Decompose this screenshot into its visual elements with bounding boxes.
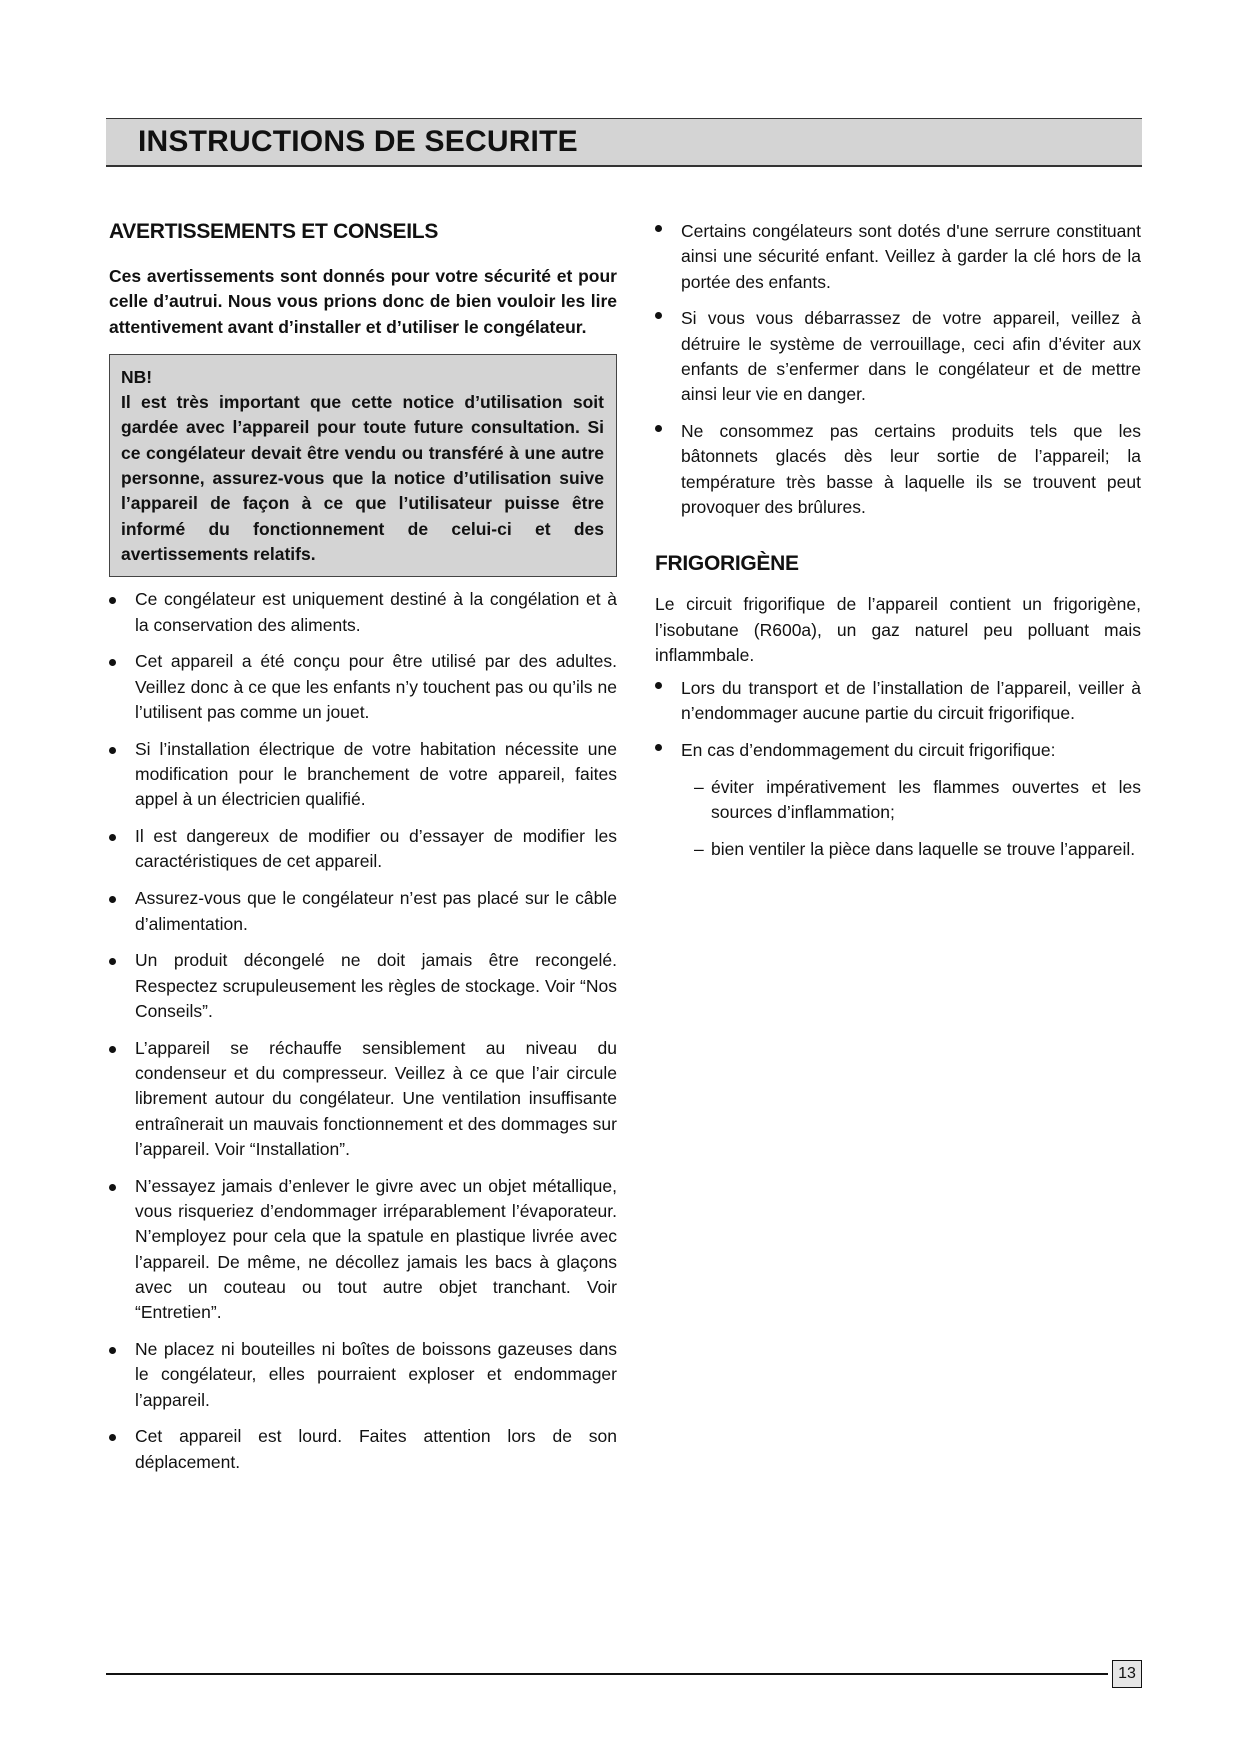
dash-icon: – xyxy=(694,839,704,860)
refrigerant-list xyxy=(655,676,1141,763)
left-column xyxy=(109,220,617,1486)
bullet-icon xyxy=(655,682,662,689)
list-item xyxy=(109,587,617,638)
list-item-text: L’appareil se réchauffe sensiblement au niveau du condenseur et du compresseur. Veillez à ce que l’air circule librement autour du congélateur. Une ventilation insuffisante entraînerait un mauvais fonctionnement et des dommages sur l’appareil. Voir “Installation”. xyxy=(135,1037,617,1159)
warnings-heading: AVERTISSEMENTS ET CONSEILS xyxy=(109,220,439,243)
list-item-text: Lors du transport et de l’installation de l’appareil, veiller à n’endommager aucune partie du circuit frigorifique. xyxy=(681,678,1141,724)
list-item xyxy=(109,737,617,813)
page-number: 13 xyxy=(1112,1660,1142,1688)
page-title: INSTRUCTIONS DE SECURITE xyxy=(138,125,578,158)
child-safety-list xyxy=(655,219,1141,520)
bullet-icon xyxy=(109,1184,116,1191)
list-item xyxy=(655,306,1141,407)
list-item-text: En cas d’endommagement du circuit frigorifique: xyxy=(681,740,1056,761)
bullet-icon xyxy=(655,744,662,751)
list-item-text: Assurez-vous que le congélateur n’est pas placé sur le câble d’alimentation. xyxy=(135,888,617,934)
bullet-icon xyxy=(109,958,116,965)
list-item-text: Si vous vous débarrassez de votre appareil, veillez à détruire le système de verrouillage, ceci afin d’éviter aux enfants de s’enfermer dans le congélateur et de mettre ainsi leur vie en danger. xyxy=(681,308,1141,405)
bullet-icon xyxy=(655,312,662,319)
bullet-icon xyxy=(109,1434,116,1441)
list-item xyxy=(109,1337,617,1413)
bullet-icon xyxy=(655,225,662,232)
list-item xyxy=(655,738,1141,763)
list-item xyxy=(655,676,1141,727)
list-item xyxy=(655,419,1141,520)
list-item xyxy=(109,824,617,875)
list-item xyxy=(682,837,1141,862)
nb-text: Il est très important que cette notice d’utilisation soit gardée avec l’appareil pour toute future consultation. Si ce congélateur devait être vendu ou transféré à une autre personne, assurez-vous que la notice d’utilisation suive l’appareil de façon à ce que l’utilisateur puisse être informé du fonctionnement de celui-ci et des avertissements relatifs. xyxy=(121,392,604,564)
dash-icon: – xyxy=(694,777,704,798)
bullet-icon xyxy=(109,747,116,754)
list-item-text: Certains congélateurs sont dotés d'une serrure constituant ainsi une sécurité enfant. Veillez à garder la clé hors de la portée des enfants. xyxy=(681,221,1141,292)
warnings-list xyxy=(109,587,617,1475)
list-item xyxy=(109,1174,617,1326)
list-item xyxy=(109,1424,617,1475)
bullet-icon xyxy=(109,659,116,666)
list-item-text: Ne consommez pas certains produits tels que les bâtonnets glacés dès leur sortie de l’appareil; la température très basse à laquelle ils se trouvent peut provoquer des brûlures. xyxy=(681,421,1141,517)
warnings-intro: Ces avertissements sont donnés pour votre sécurité et pour celle d’autrui. Nous vous prions donc de bien vouloir les lire attentivement avant d’installer et d’utiliser le congélateur. xyxy=(109,266,617,337)
list-item xyxy=(682,775,1141,826)
bullet-icon xyxy=(109,1347,116,1354)
list-item-text: bien ventiler la pièce dans laquelle se trouve l’appareil. xyxy=(711,839,1136,860)
list-item xyxy=(109,649,617,725)
right-column xyxy=(655,219,1141,874)
bullet-icon xyxy=(109,834,116,841)
list-item-text: Si l’installation électrique de votre habitation nécessite une modification pour le branchement de votre appareil, faites appel à un électricien qualifié. xyxy=(135,738,617,810)
refrigerant-intro: Le circuit frigorifique de l’appareil contient un frigorigène, l’isobutane (R600a), un gaz naturel peu polluant mais inflammbale. xyxy=(655,594,1141,665)
list-item xyxy=(109,1036,617,1162)
list-item-text: Cet appareil a été conçu pour être utilisé par des adultes. Veillez donc à ce que les enfants n’y touchent pas ou qu’ils ne l’utilisent pas comme un jouet. xyxy=(135,651,617,722)
list-item-text: Un produit décongelé ne doit jamais être recongelé. Respectez scrupuleusement les règles de stockage. Voir “Nos Conseils”. xyxy=(135,950,617,1021)
footer-divider xyxy=(106,1673,1108,1675)
bullet-icon xyxy=(109,597,116,604)
list-item-text: Ne placez ni bouteilles ni boîtes de boissons gazeuses dans le congélateur, elles pourraient exploser et endommager l’appareil. xyxy=(135,1338,617,1410)
list-item-text: éviter impérativement les flammes ouvertes et les sources d’inflammation; xyxy=(711,777,1141,823)
list-item-text: Il est dangereux de modifier ou d’essayer de modifier les caractéristiques de cet appareil. xyxy=(135,826,617,872)
list-item xyxy=(109,948,617,1024)
list-item xyxy=(655,219,1141,295)
nb-label: NB! xyxy=(121,366,153,387)
list-item-text: Ce congélateur est uniquement destiné à la congélation et à la conservation des aliments. xyxy=(135,589,617,635)
title-bar xyxy=(106,118,1142,167)
bullet-icon xyxy=(109,896,116,903)
list-item xyxy=(109,886,617,937)
nb-notice-box xyxy=(109,354,617,577)
bullet-icon xyxy=(109,1046,116,1053)
list-item-text: N’essayez jamais d’enlever le givre avec un objet métallique, vous risqueriez d’endommager irréparablement l’évaporateur. N’employez pour cela que la spatule en plastique livrée avec l’appareil. De même, ne décollez jamais les bacs à glaçons avec un couteau ou tout autre objet tranchant. Voir “Entretien”. xyxy=(135,1175,617,1323)
refrigerant-heading: FRIGORIGÈNE xyxy=(655,552,799,576)
list-item-text: Cet appareil est lourd. Faites attention lors de son déplacement. xyxy=(135,1426,617,1472)
damage-actions-list xyxy=(682,775,1141,862)
bullet-icon xyxy=(655,425,662,432)
